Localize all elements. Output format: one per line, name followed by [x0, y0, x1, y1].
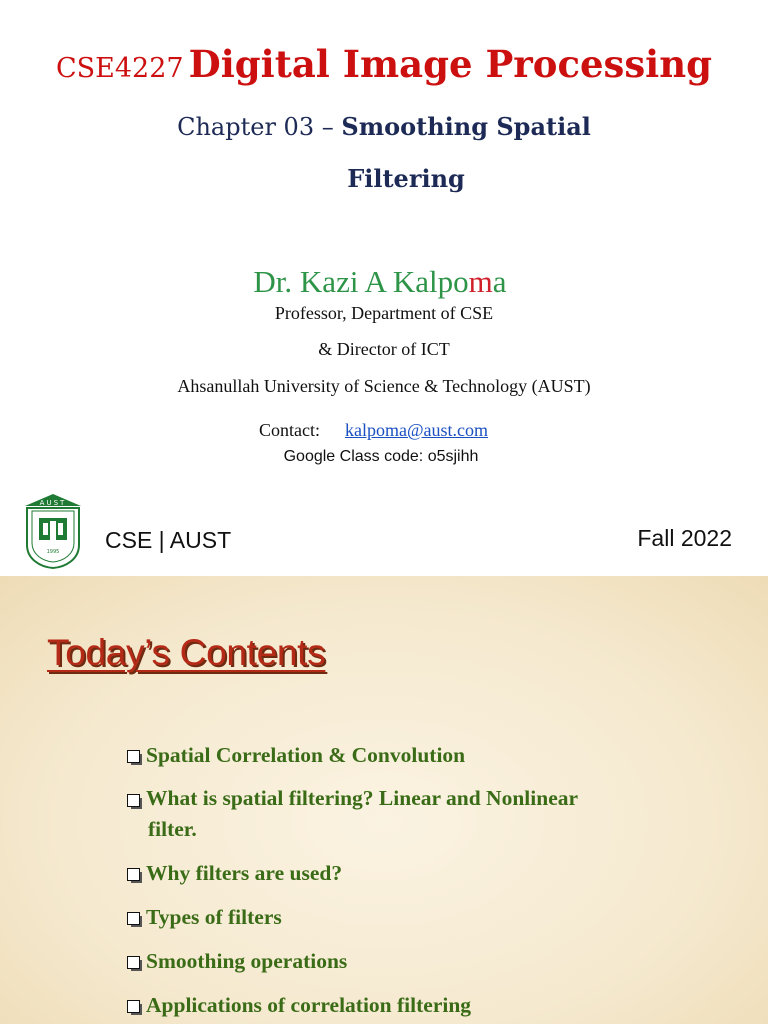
list-item-text: Applications of correlation filtering: [146, 993, 472, 1017]
contents-title: Today’s Contents: [47, 632, 326, 673]
author-name-part-a: Dr. Kazi A Kalpo: [253, 264, 469, 299]
list-item-text: Smoothing operations: [146, 949, 348, 973]
checkbox-bullet-icon: [127, 868, 140, 881]
author-name-part-b: m: [468, 264, 493, 299]
course-title: [0, 42, 768, 86]
list-item-text: Spatial Correlation & Convolution: [146, 743, 466, 767]
course-code: CSE4227: [55, 53, 184, 84]
list-item: [126, 945, 726, 977]
contact-label: Contact:: [259, 420, 320, 440]
university-name: Ahsanullah University of Science & Technology (AUST): [177, 376, 591, 396]
contents-slide: [0, 576, 768, 1024]
list-item-text: Why filters are used?: [146, 861, 343, 885]
chapter-heading: [0, 112, 768, 141]
list-item: [126, 739, 726, 771]
list-item: [126, 989, 726, 1021]
footer-term: Fall 2022: [637, 525, 732, 551]
logo-text: AUST: [39, 499, 67, 507]
list-item-text: filter.: [148, 817, 197, 841]
checkbox-bullet-icon: [127, 956, 140, 969]
checkbox-bullet-icon: [127, 794, 140, 807]
aust-logo-icon: [24, 493, 82, 569]
logo-year: 1995: [46, 549, 60, 555]
chapter-prefix: Chapter 03 –: [177, 113, 342, 141]
chapter-title-line1: Smoothing Spatial: [341, 112, 591, 141]
list-item: [126, 783, 726, 814]
contact-email-link[interactable]: kalpoma@aust.com: [345, 420, 489, 440]
course-name: Digital Image Processing: [188, 42, 713, 86]
checkbox-bullet-icon: [127, 912, 140, 925]
checkbox-bullet-icon: [127, 750, 140, 763]
contact-line: [259, 420, 488, 441]
author-position: Professor, Department of CSE: [274, 303, 494, 323]
list-item: [126, 901, 726, 933]
google-class-code: Google Class code: o5sjihh: [283, 448, 479, 465]
author-role: & Director of ICT: [318, 339, 450, 359]
list-item-continuation: [126, 814, 726, 845]
list-item-text: What is spatial filtering? Linear and Nonlinear: [146, 786, 579, 810]
contents-list: [126, 739, 726, 1033]
list-item: [126, 857, 726, 889]
list-item-text: Types of filters: [146, 905, 282, 929]
author-name: [0, 264, 760, 300]
chapter-title-line2: Filtering: [347, 164, 465, 193]
footer-department: CSE | AUST: [105, 527, 232, 553]
author-name-part-c: a: [492, 264, 507, 299]
checkbox-bullet-icon: [127, 1000, 140, 1013]
